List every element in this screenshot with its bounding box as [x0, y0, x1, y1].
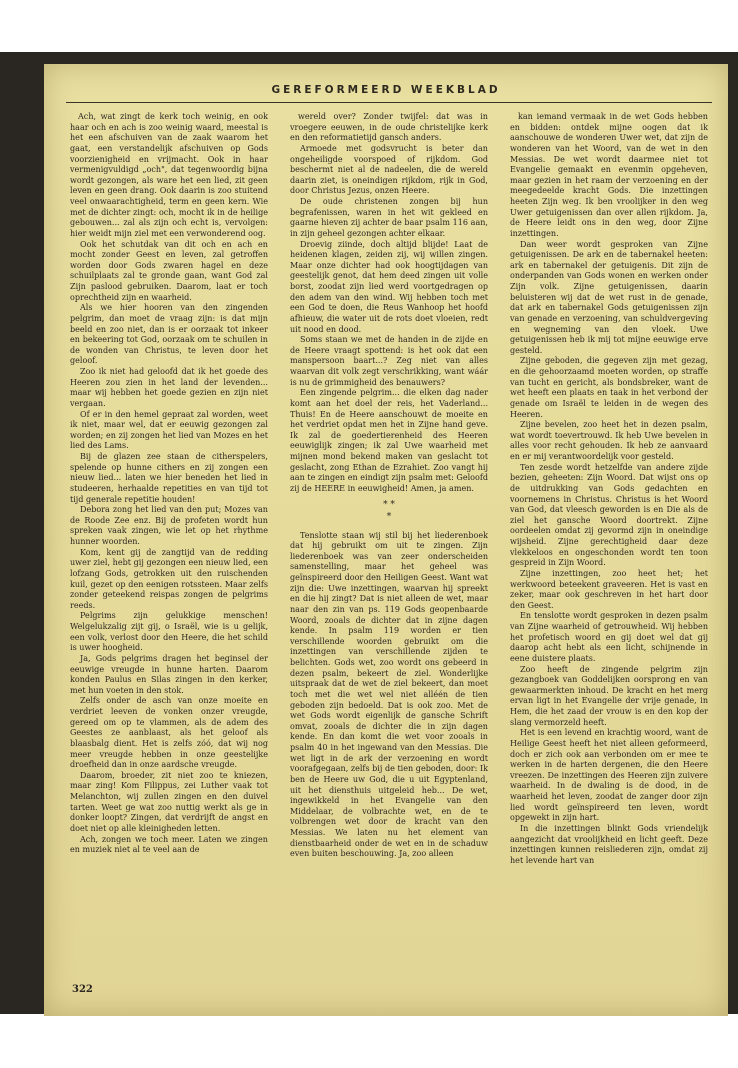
paragraph: kan iemand vermaak in de wet Gods hebben en bidden: ontdek mijne oogen dat ik aanschouwe de wonderen Uwer wet, dat zijn de wonderen van het Woord, van de wet in den Messias. De wet wordt daarmee niet tot Evangelie gemaakt en evenmin opgeheven, maar gezien in het raam der verzoening en der meegedeelde kracht Gods. Die inzettingen heeten Zijn weg. Ik ben vroolijker in den weg Uwer getuigenissen dan over allen rijkdom. Ja, de Heere leidt ons in den weg, door Zijne inzettingen.	[510, 112, 708, 238]
paragraph: Ten zesde wordt hetzelfde van andere zijde bezien, geheeten: Zijn Woord. Dat wijst ons op de uitdrukking van Gods gedachten en voornemens in Christus. Christus is het Woord van God, dat vleesch geworden is en Die als de ziel het gansche Woord doortrekt. Zijne oordeelen omdat zij gevormd zijn in oneindige wijsheid. Zijne gerechtigheid daar deze vlekkeloos en ongeschonden wordt ten toon gespreid in Zijn Woord.	[510, 462, 708, 568]
paragraph: Kom, kent gij de zangtijd van de redding uwer ziel, hebt gij gezongen een nieuw lied, een lofzang Gods, getrokken uit den ruischenden kuil, gezet op den eenigen rotssteen. Maar zelfs zonder geteekend reispas zongen de pelgrims reeds.	[70, 547, 268, 610]
paragraph: Of er in den hemel gepraat zal worden, weet ik niet, maar wel, dat er eeuwig gezongen zal worden; en zij zongen het lied van Mozes en het lied des Lams.	[70, 409, 268, 451]
paragraph: Tenslotte staan wij stil bij het liederenboek dat hij gebruikt om uit te zingen. Zijn liederenboek was van zeer onderscheiden samenstelling, maar het geheel was geïnspireerd door den Heiligen Geest. Want wat zijn die: Uwe inzettingen, waarvan hij spreekt en die hij zingt? Dat is niet alleen de wet, maar naar den zin van ps. 119 Gods geopenbaarde Woord, zooals de dichter dat in zijne dagen kende. In psalm 119 worden er tien verschillende woorden gebruikt om die inzettingen van verschillende zijden te belichten. Gods wet, zoo wordt ons gebeerd in dezen psalm, bekeert de ziel. Wonderlijke uitspraak dat de wet de ziel bekeert, dan moet toch met die wet wel niet alléén de tien geboden zijn bedoeld. Dat is ook zoo. Met de wet Gods wordt eigenlijk de gansche Schrift omvat, zooals de dichter die in zijn dagen kende. En dan komt die wet voor zooals in psalm 40 in het ingewand van den Messias. Die wet ligt in de ark der verzoening en wordt voorafgegaan, zelfs bij de tien geboden, door: Ik ben de Heere uw God, die u uit Egyptenland, uit het diensthuis uitgeleid heb... De wet, ingewikkeld in het Evangelie van den Middelaar, de volbrachte wet, en de te volbrengen wet door de kracht van den Messias. We laten nu het element van dienstbaarheid onder de wet en in de schaduw even buiten beschouwing. Ja, zoo alleen	[290, 530, 488, 859]
paragraph: Een zingende pelgrim... die elken dag nader komt aan het doel der reis, het Vaderland... Thuis! En de Heere aanschouwt de moeite en het verdriet opdat men het in Zijne hand geve. Ik zal de goedertierenheid des Heeren eeuwiglijk zingen; ik zal Uwe waarheid met mijnen mond bekend maken van geslacht tot geslacht, zong Ethan de Ezrahiet. Zoo vangt hij aan te zingen en eindigt zijn psalm met: Geloofd zij de HEERE in eeuwigheid! Amen, ja amen.	[290, 388, 488, 493]
paragraph: Zijne inzettingen, zoo heet het; het werkwoord beteekent graveeren. Het is vast en zeker, maar ook geschreven in het hart door den Geest.	[510, 568, 708, 610]
paragraph: Zijne bevelen, zoo heet het in dezen psalm, wat wordt toevertrouwd. Ik heb Uwe bevelen in alles voor recht gehouden. Ik heb ze aanvaard en er mij verantwoordelijk voor gesteld.	[510, 420, 708, 461]
paragraph: Ook het schutdak van dit och en ach en mocht zonder Geest en leven, zal getroffen worden door Gods zwaren hagel en deze schuilplaats zal te gronde gaan, want God zal Zijn paslood gebruiken. Daarom, laat er toch oprechtheid zijn en waarheid.	[70, 239, 268, 302]
paragraph: Dan weer wordt gesproken van Zijne getuigenissen. De ark en de tabernakel heeten: ark en tabernakel der getuigenis. Dit zijn de onderpanden van Gods wonen en werken onder Zijn volk. Zijne getuigenissen, daarin beluisteren wij dat de wet rust in de genade, dat ark en tabernakel Gods getuigenissen zijn van genade en verzoening, van schuldvergeving en wegneming van den vloek. Uwe getuigenissen heb ik mij tot mijne eeuwige erve gesteld.	[510, 239, 708, 355]
newspaper-page	[44, 64, 728, 1016]
paragraph: Zoo heeft de zingende pelgrim zijn gezangboek van Goddelijken oorsprong en van gewaarmerkten inhoud. De kracht en het merg ervan ligt in het Evangelie der vrije genade, in Hem, die het zaad der vrouw is en den kop der slang vermorzeld heeft.	[510, 664, 708, 727]
paragraph: Daarom, broeder, zit niet zoo te kniezen, maar zing! Kom Filippus, zei Luther vaak tot Melanchton, wij zullen zingen en den duivel tarten. Weet ge wat zoo nuttig werkt als ge in donker loopt? Zingen, dat verdrijft de angst en doet niet op alle kleinigheden letten.	[70, 770, 268, 833]
paragraph: Als we hier hooren van den zingenden pelgrim, dan moet de vraag zijn: is dat mijn beeld en zoo niet, dan is er oorzaak tot inkeer en bekeering tot God, oorzaak om te schuilen in de wonden van Christus, te leven door het geloof.	[70, 303, 268, 366]
paragraph: Zoo ik niet had geloofd dat ik het goede des Heeren zou zien in het land der levenden... maar wij hebben het goede gezien en zijn niet vergaan.	[70, 367, 268, 408]
section-divider-stars: * * *	[383, 499, 395, 522]
header-rule	[66, 102, 712, 103]
paragraph: Debora zong het lied van den put; Mozes van de Roode Zee enz. Bij de profeten wordt hun spreken vaak zingen, wie let op het rhythme hunner woorden.	[70, 505, 268, 546]
text-column-1	[70, 112, 268, 856]
page-number: 322	[72, 984, 93, 995]
paragraph: Armoede met godsvrucht is beter dan ongeheiligde voorspoed of rijkdom. God beschermt niet al de nadeelen, die de wereld daarin ziet, is oneindigen rijkdom, rijk in God, door Christus Jezus, onzen Heere.	[290, 143, 488, 196]
paragraph: De oude christenen zongen bij hun begrafenissen, waren in het wit gekleed en gaarne hieven zij achter de baar psalm 116 aan, in zijn geheel gezongen achter elkaar.	[290, 197, 488, 238]
paragraph: Ach, wat zingt de kerk toch weinig, en ook haar och en ach is zoo weinig waard, meestal is het een afschuiven van de zaak waarom het gaat, een verstandelijk afschuiven op Gods voorzienigheid en vrijmacht. Ook in haar vermenigvuldigd „och", dat tegenwoordig bijna wordt gezongen, als ware het een lied, zit geen leven en geen drang. Ook daarin is zoo stuitend veel onwaarachtigheid, term en geen kern. Wie met de dichter zingt: och, mocht ik in de heilige gebouwen... zal als zijn och echt is, vervolgen: hier weidt mijn ziel met een verwonderend oog.	[70, 112, 268, 238]
paragraph: In die inzettingen blinkt Gods vriendelijk aangezicht dat vroolijkheid en licht geeft. Deze inzettingen kunnen reisliederen zijn, omdat zij het levende hart van	[510, 823, 708, 865]
text-column-2	[290, 112, 488, 860]
page-header-title: GEREFORMEERD WEEKBLAD	[271, 84, 501, 96]
paragraph: Soms staan we met de handen in de zijde en de Heere vraagt spottend: is het ook dat een manspersoon baart...? Zeg niet van alles waarvan dit volk zegt verschrikking, want wáár is nu de grimmigheid des benauwers?	[290, 335, 488, 387]
paragraph: Zelfs onder de asch van onze moeite en verdriet leeven de vonken onzer vreugde, gereed om op te vlammen, als de adem des Geestes ze aanblaast, als het geloof als blaasbalg dient. Het is zelfs zóó, dat wij nog meer vreugde hebben in onze geestelijke droefheid dan in onze aardsche vreugde.	[70, 696, 268, 770]
paragraph: Ja, Gods pelgrims dragen het beginsel der eeuwige vreugde in hunne harten. Daarom konden Paulus en Silas zingen in den kerker, met hun voeten in den stok.	[70, 653, 268, 695]
paragraph: En tenslotte wordt gesproken in dezen psalm van Zijne waarheid of getrouwheid. Wij hebben het profetisch woord en gij doet wel dat gij daarop acht hebt als een licht, schijnende in eene duistere plaats.	[510, 611, 708, 663]
paragraph: Het is een levend en krachtig woord, want de Heilige Geest heeft het niet alleen geformeerd, doch er zich ook aan verbonden om er mee te werken in de harten dergenen, die den Heere vreezen. De inzettingen des Heeren zijn zuivere waarheid. In de dwaling is de dood, in de waarheid het leven, zoodat de zanger door zijn lied wordt geïnspireerd ten leven, wordt opgewekt in zijn hart.	[510, 728, 708, 823]
paragraph: Droevig ziinde, doch altijd blijde! Laat de heidenen klagen, zeiden zij, wij willen zingen. Maar onze dichter had ook hoogtijdagen van geestelijk genot, dat hem deed zingen uit volle borst, zoodat zijn lied werd voortgedragen op den adem van den wind. Wij hebben toch met een God te doen, die Reus Wanhoop het hoofd afhieuw, die water uit de rots doet vloeien, redt uit nood en dood.	[290, 239, 488, 334]
paragraph: Ach, zongen we toch meer. Laten we zingen en muziek niet al te veel aan de	[70, 834, 268, 855]
paragraph: Bij de glazen zee staan de citherspelers, spelende op hunne cithers en zij zongen een nieuw lied... laten we hier beneden het lied in studeeren, herhaalde repetities en van tijd tot tijd generale repetitie houden!	[70, 452, 268, 504]
paragraph: Pelgrims zijn gelukkige menschen! Welgelukzalig zijt gij, o Israël, wie is u gelijk, een volk, verlost door den Heere, die het schild is uwer hoogheid.	[70, 611, 268, 653]
paragraph: Zijne geboden, die gegeven zijn met gezag, en die gehoorzaamd moeten worden, op straffe van tucht en gericht, als bondsbreker, want de wet heeft een plaats en taak in het verbond der genade om Israël te leiden in de wegen des Heeren.	[510, 356, 708, 419]
paragraph: wereld over? Zonder twijfel: dat was in vroegere eeuwen, in de oude christelijke kerk en den reformatietijd gansch anders.	[290, 112, 488, 143]
text-column-3	[510, 112, 708, 866]
